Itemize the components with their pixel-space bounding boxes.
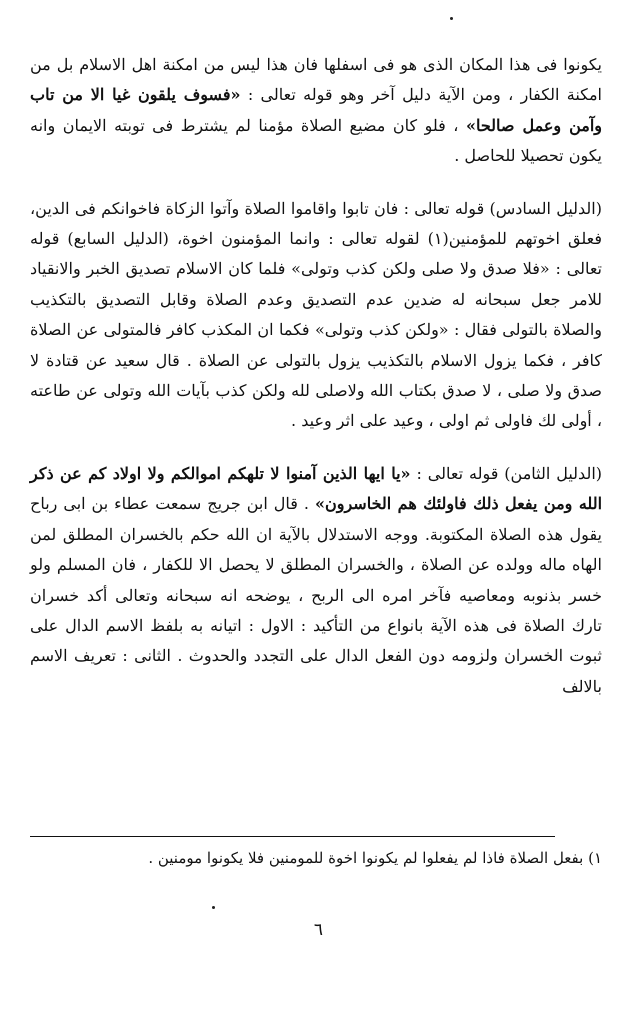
ink-speck [450, 17, 453, 20]
paragraph-3-run: (الدليل الثامن) قوله تعالى : [410, 463, 603, 483]
page-number: ٦ [313, 920, 324, 940]
footnote: ١) بفعل الصلاة فاذا لم يفعلوا لم يكونوا اخوة للمومنين فلا يكونوا مومنين . [148, 849, 602, 867]
paragraph-3-run: . قال ابن جريج سمعت عطاء بن ابى رباح يقول هذه الصلاة المكتوبة. ووجه الاستدلال بالآية ان الله حكم بالخسران المطلق لمن الهاه ماله وولده عن الصلاة ، والخسران المطلق لا يحصل الا للكفار ، فان المسلم ولو خسر بذنوبه ومعاصيه فآخر امره الى الربح ، يوضحه انه سبحانه وتعالى أكد خسران تارك الصلاة فى هذه الآية بانواع من التأكيد : الاول : اتيانه به بلفظ الاسم الدال على ثبوت الخسران ولزومه دون الفعل الدال على التجدد والحدوث . الثانى : تعريف الاسم بالالف [30, 494, 602, 696]
paragraph-2 [30, 194, 602, 437]
paragraph-2-run: (الدليل السادس) قوله تعالى : فان تابوا واقاموا الصلاة وآتوا الزكاة فاخوانكم فى الدين، فعلق اخوتهم للمؤمنين(١) لقوله تعالى : وانما المؤمنون اخوة، (الدليل السابع) قوله تعالى : «فلا صدق ولا صلى ولكن كذب وتولى» فلما كان الاسلام تصديق الخبر والانقياد للامر جعل سبحانه له ضدين عدم التصديق وعدم الصلاة وقابل التصديق بالتكذيب والصلاة بالتولى فقال : «ولكن كذب وتولى» فكما ان المكذب كافر فالمتولى عن الصلاة كافر ، فكما يزول الاسلام بالتكذيب يزول بالتولى عن الصلاة . قال سعيد عن قتادة لا صدق ولا صلى ، لا صدق بكتاب الله ولاصلى لله ولكن كذب بآيات الله وتولى عن طاعته ، أولى لك فاولى ثم اولى ، وعيد على اثر وعيد . [30, 198, 602, 431]
paragraph-1-run: يكونوا فى هذا المكان الذى هو فى اسفلها فان هذا ليس من امكنة اهل الاسلام بل من امكنة الكفار ، ومن الآية دليل آخر وهو قوله تعالى : [30, 55, 602, 105]
page-body [30, 50, 602, 702]
ink-speck [212, 906, 215, 909]
footnote-divider [30, 836, 555, 837]
paragraph-1-quran-quote: «فسوف يلقون غيا الا من تاب وآمن وعمل صالحا» [30, 85, 602, 135]
paragraph-3 [30, 459, 602, 702]
paragraph-1-run: ، فلو كان مضيع الصلاة مؤمنا لم يشترط فى توبته الايمان وانه يكون تحصيلا للحاصل . [30, 115, 602, 166]
paragraph-1 [30, 50, 602, 172]
paragraph-3-quran-quote: «يا ايها الذين آمنوا لا تلهكم اموالكم ولا اولاد كم عن ذكر الله ومن يفعل ذلك فاولئك هم الخاسرون» [30, 463, 603, 514]
